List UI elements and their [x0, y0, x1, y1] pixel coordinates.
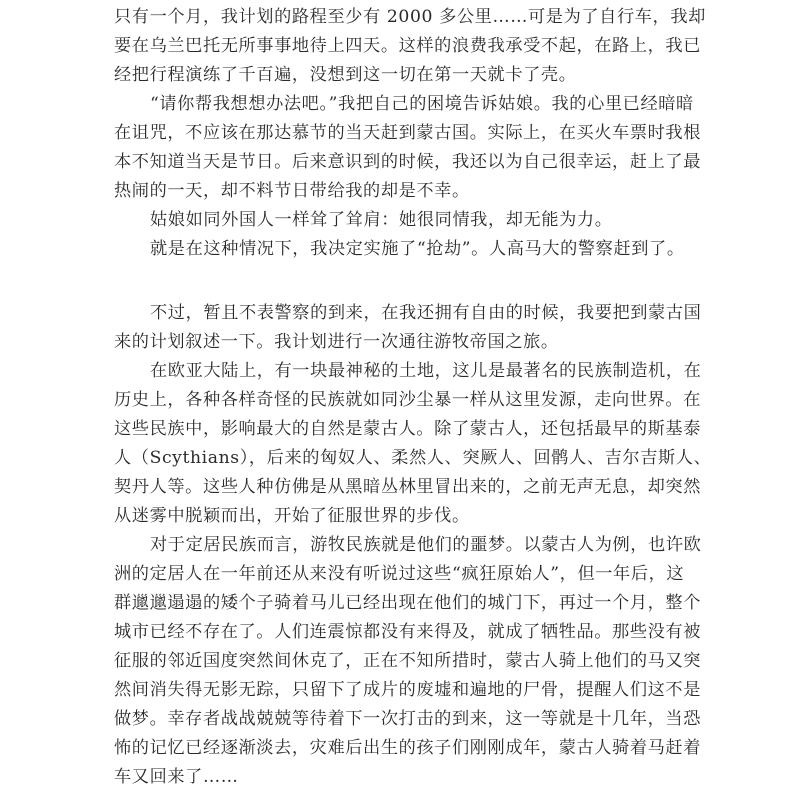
text-line: 来的计划叙述一下。我计划进行一次通往游牧帝国之旅。: [114, 332, 559, 352]
text-line: 本不知道当天是节日。后来意识到的时候，我还以为自己很幸运，赶上了最: [114, 152, 701, 172]
text-line: 群邋邋遢遢的矮个子骑着马儿已经出现在他们的城门下，再过一个月，整个: [114, 593, 701, 613]
text-line: 只有一个月，我计划的路程至少有 2000 多公里……可是为了自行车，我却: [114, 7, 706, 27]
text-line: “请你帮我想想办法吧。”我把自己的困境告诉姑娘。我的心里已经暗暗: [150, 94, 694, 114]
text-line: 姑娘如同外国人一样耸了耸肩：她很同情我，却无能为力。: [150, 210, 613, 230]
text-line: 对于定居民族而言，游牧民族就是他们的噩梦。以蒙古人为例，也许欧: [150, 535, 702, 555]
text-line: 不过，暂且不表警察的到来，在我还拥有自由的时候，我要把到蒙古国: [150, 303, 702, 323]
text-line: 经把行程演练了千百遍，没想到这一切在第一天就卡了壳。: [114, 65, 577, 85]
text-line: 热闹的一天，却不料节日带给我的却是不幸。: [114, 181, 470, 201]
text-line: 人（Scythians），后来的匈奴人、柔然人、突厥人、回鹘人、吉尔吉斯人、: [114, 448, 712, 468]
text-line: 要在乌兰巴托无所事事地待上四天。这样的浪费我承受不起，在路上，我已: [114, 36, 701, 56]
text-line: 做梦。幸存者战战兢兢等待着下一次打击的到来，这一等就是十几年，当恐: [114, 709, 701, 729]
text-line: 然间消失得无影无踪，只留下了成片的废墟和遍地的尸骨，提醒人们这不是: [114, 680, 701, 700]
text-line: 车又回来了……: [114, 767, 239, 787]
text-line: 洲的定居人在一年前还从来没有听说过这些“疯狂原始人”，但一年后，这: [114, 564, 685, 584]
text-line: 征服的邻近国度突然间休克了，正在不知所措时，蒙古人骑上他们的马又突: [114, 651, 701, 671]
text-line: 这些民族中，影响最大的自然是蒙古人。除了蒙古人，还包括最早的斯基泰: [114, 419, 701, 439]
text-line: 契丹人等。这些人种仿佛是从黑暗丛林里冒出来的，之前无声无息，却突然: [114, 477, 701, 497]
text-line: 历史上，各种各样奇怪的民族就如同沙尘暴一样从这里发源，走向世界。在: [114, 390, 701, 410]
text-line: 就是在这种情况下，我决定实施了“抢劫”。人高马大的警察赶到了。: [150, 239, 685, 259]
text-line: 在欧亚大陆上，有一块最神秘的土地，这儿是最著名的民族制造机，在: [150, 361, 702, 381]
text-line: 城市已经不存在了。人们连震惊都没有来得及，就成了牺牲品。那些没有被: [114, 622, 701, 642]
text-line: 从迷雾中脱颖而出，开始了征服世界的步伐。: [114, 506, 470, 526]
text-line: 在诅咒，不应该在那达慕节的当天赶到蒙古国。实际上，在买火车票时我根: [114, 123, 701, 143]
text-line: 怖的记忆已经逐渐淡去，灾难后出生的孩子们刚刚成年，蒙古人骑着马赶着: [114, 738, 701, 758]
